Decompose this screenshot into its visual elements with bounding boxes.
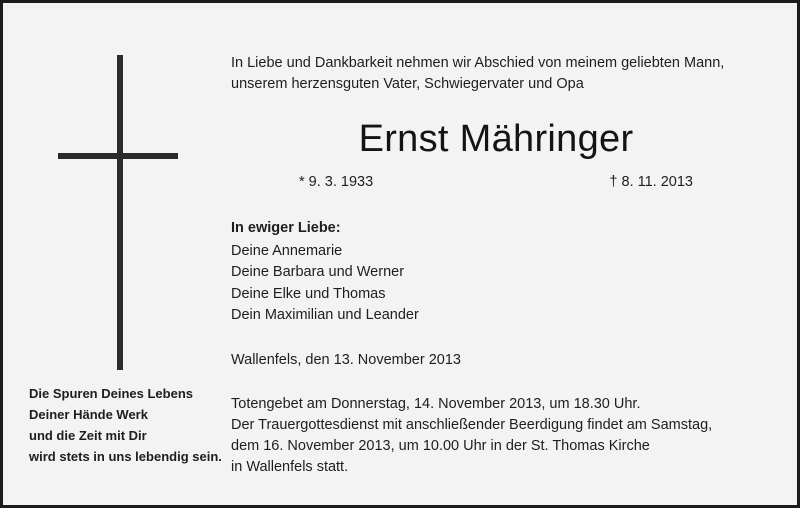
survivor-line: Deine Barbara und Werner xyxy=(231,264,405,281)
service-details xyxy=(231,394,761,479)
service-line: Totengebet am Donnerstag, 14. November 2013, um 18.30 Uhr. xyxy=(231,395,641,412)
deceased-name: Ernst Mähringer xyxy=(358,118,634,161)
verse-line: Deiner Hände Werk xyxy=(29,407,148,423)
intro-text xyxy=(231,53,761,94)
death-date: † 8. 11. 2013 xyxy=(609,174,693,191)
intro-line-2: unserem herzensguten Vater, Schwiegervater und Opa xyxy=(231,75,584,92)
life-dates xyxy=(231,174,761,190)
cross-vertical-bar xyxy=(117,55,123,370)
verse-line: Die Spuren Deines Lebens xyxy=(29,386,193,401)
notice-inner xyxy=(3,3,797,505)
notice-content xyxy=(231,53,761,478)
cross-horizontal-bar xyxy=(58,153,178,159)
survivor-line: Deine Annemarie xyxy=(231,243,343,260)
place-and-date: Wallenfels, den 13. November 2013 xyxy=(231,351,461,368)
service-line: in Wallenfels statt. xyxy=(231,459,349,476)
service-line: Der Trauergottesdienst mit anschließender Beerdigung findet am Samstag, xyxy=(231,416,713,433)
survivor-line: Deine Elke und Thomas xyxy=(231,285,386,302)
verse-line: und die Zeit mit Dir xyxy=(29,428,147,444)
survivors-title: In ewiger Liebe: xyxy=(231,220,341,237)
birth-date: * 9. 3. 1933 xyxy=(299,174,374,191)
latin-cross-icon xyxy=(58,55,178,370)
service-line: dem 16. November 2013, um 10.00 Uhr in der St. Thomas Kirche xyxy=(231,438,650,455)
survivor-line: Dein Maximilian und Leander xyxy=(231,306,419,323)
memorial-verse xyxy=(29,383,229,467)
verse-line: wird stets in uns lebendig sein. xyxy=(29,449,222,465)
intro-line-1: In Liebe und Dankbarkeit nehmen wir Abschied von meinem geliebten Mann, xyxy=(231,55,725,71)
survivors-block xyxy=(231,218,761,326)
